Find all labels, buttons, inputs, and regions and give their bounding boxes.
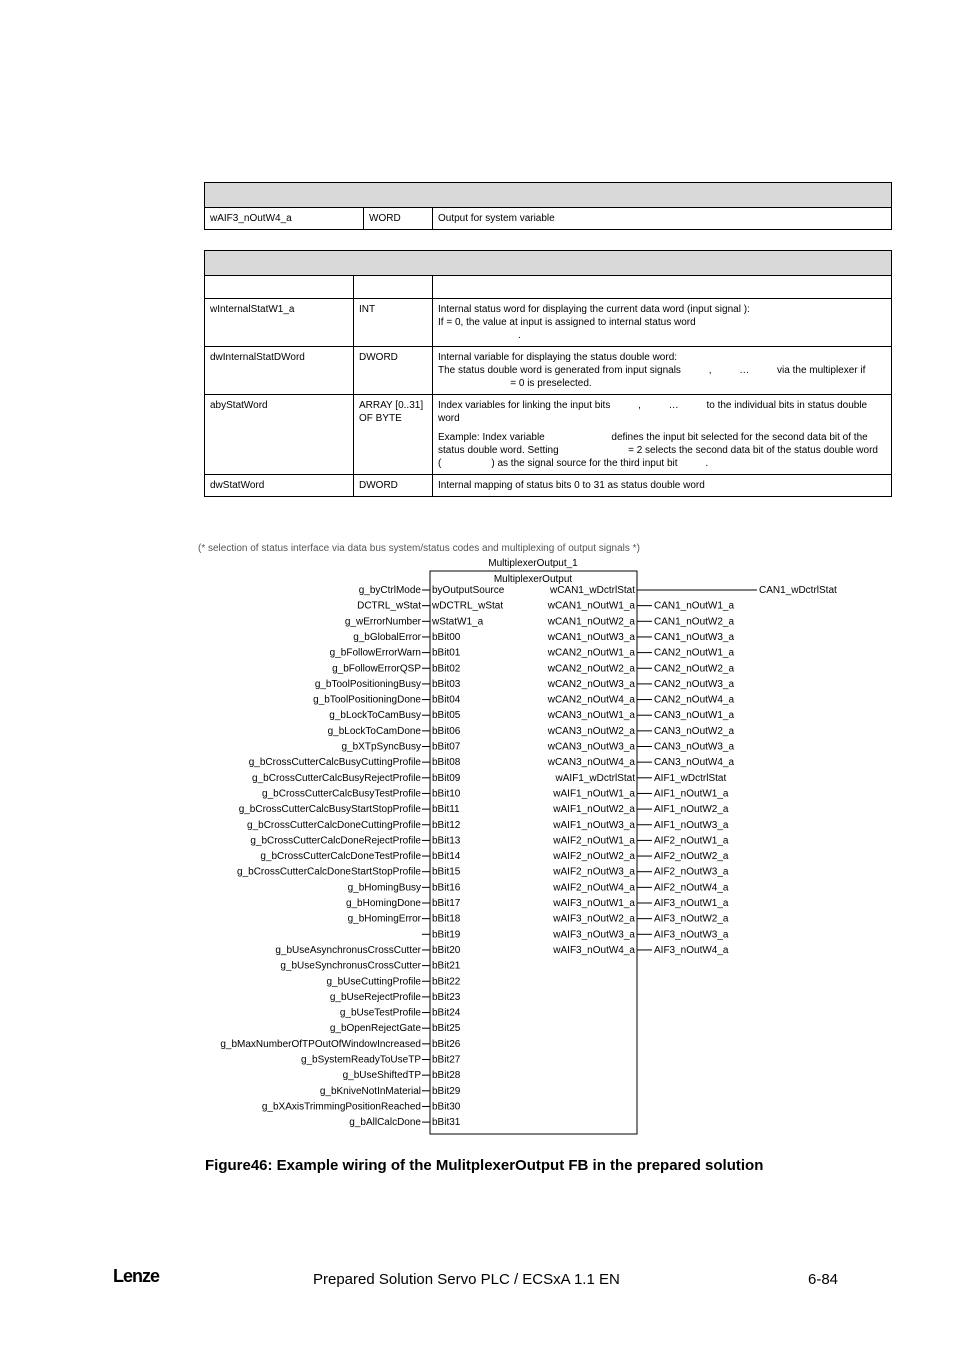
fb-wiring-diagram bbox=[190, 535, 870, 1145]
variable-description: Internal status word for displaying the current data word (input signal ): If = 0, the value at input is assigned to internal status word . bbox=[433, 299, 892, 347]
input-signal-label: g_bToolPositioningBusy bbox=[314, 678, 421, 690]
output-pin-label: wCAN2_nOutW2_a bbox=[547, 663, 635, 675]
output-pin-label: wAIF3_nOutW1_a bbox=[553, 898, 635, 909]
input-pin-label: bBit03 bbox=[432, 678, 461, 690]
page-number: 6-84 bbox=[808, 1271, 839, 1288]
variable-type: ARRAY [0..31] OF BYTE bbox=[354, 395, 433, 475]
output-signal-label: AIF1_nOutW1_a bbox=[654, 788, 729, 800]
fb-type-name: MultiplexerOutput bbox=[493, 574, 573, 585]
figure-caption: Figure46: Example wiring of the MulitplexerOutput FB in the prepared solution bbox=[205, 1157, 764, 1174]
input-pin-label: bBit21 bbox=[432, 960, 461, 972]
input-signal-label: g_bCrossCutterCalcDoneRejectProfile bbox=[250, 835, 421, 847]
output-signal-label: AIF1_wDctrlStat bbox=[654, 772, 727, 784]
input-signal-label: g_bCrossCutterCalcDoneCuttingProfile bbox=[247, 819, 421, 831]
input-pin-label: bBit28 bbox=[432, 1070, 461, 1082]
variable-description: Internal mapping of status bits 0 to 31 as status double word bbox=[433, 475, 892, 497]
variable-description: Index variables for linking the input bits , … to the individual bits in status double word Example: Index variable defines the input bit selected for the second data bit of the status double word. Setting = 2 selects the second data bit of the status double word ( ) as the signal source for the third input bit . bbox=[433, 395, 892, 475]
fb-instance-name: MultiplexerOutput_1 bbox=[488, 558, 578, 569]
input-pin-label: bBit22 bbox=[432, 976, 461, 988]
input-signal-label: g_bCrossCutterCalcBusyRejectProfile bbox=[252, 772, 421, 784]
input-signal-label: g_bCrossCutterCalcDoneStartStopProfile bbox=[237, 866, 421, 878]
output-signal-label: CAN2_nOutW4_a bbox=[654, 694, 735, 706]
input-pin-label: bBit07 bbox=[432, 741, 461, 753]
input-pin-label: bBit04 bbox=[432, 694, 461, 706]
variable-name: wAIF3_nOutW4_a bbox=[205, 208, 364, 230]
output-signal-label: CAN1_nOutW3_a bbox=[654, 631, 735, 643]
output-signal-label: CAN3_nOutW4_a bbox=[654, 757, 735, 769]
output-signal-label: AIF2_nOutW2_a bbox=[654, 851, 729, 863]
input-pin-label: bBit05 bbox=[432, 710, 461, 722]
output-pin-label: wCAN2_nOutW4_a bbox=[547, 694, 635, 706]
input-pin-label: bBit20 bbox=[432, 944, 461, 956]
output-signal-label: AIF1_nOutW3_a bbox=[654, 819, 729, 831]
variable-type: DWORD bbox=[354, 475, 433, 497]
input-pin-label: bBit24 bbox=[432, 1007, 461, 1019]
output-pin-label: wAIF2_nOutW2_a bbox=[553, 851, 635, 863]
input-signal-label: g_bHomingError bbox=[347, 913, 421, 925]
output-pin-label: wCAN1_nOutW3_a bbox=[547, 631, 635, 643]
table-row bbox=[205, 475, 892, 497]
output-pin-label: wAIF1_nOutW1_a bbox=[553, 788, 635, 800]
variable-name: dwInternalStatDWord bbox=[205, 347, 354, 395]
input-signal-label: g_bGlobalError bbox=[353, 631, 421, 643]
output-signal-label: CAN3_nOutW3_a bbox=[654, 741, 735, 753]
input-signal-label: DCTRL_wStat bbox=[357, 600, 421, 612]
output-pin-label: wCAN2_nOutW1_a bbox=[547, 647, 635, 659]
input-signal-label: g_bCrossCutterCalcBusyCuttingProfile bbox=[248, 757, 421, 769]
input-pin-label: bBit17 bbox=[432, 898, 461, 909]
input-pin-label: bBit18 bbox=[432, 913, 461, 925]
input-signal-label: g_bUseShiftedTP bbox=[342, 1070, 421, 1082]
output-signal-label: CAN1_nOutW1_a bbox=[654, 600, 735, 612]
variable-type: DWORD bbox=[354, 347, 433, 395]
output-signal-label: CAN2_nOutW2_a bbox=[654, 663, 735, 675]
input-signal-label: g_bKniveNotInMaterial bbox=[319, 1085, 421, 1097]
input-signal-label: g_bSystemReadyToUseTP bbox=[300, 1054, 421, 1066]
output-signal-label: CAN1_wDctrlStat bbox=[759, 585, 837, 596]
table-row bbox=[205, 395, 892, 475]
variable-name: wInternalStatW1_a bbox=[205, 299, 354, 347]
output-pin-label: wAIF2_nOutW4_a bbox=[553, 882, 635, 894]
output-signal-label: CAN2_nOutW3_a bbox=[654, 678, 735, 690]
input-pin-label: bBit01 bbox=[432, 647, 461, 659]
input-signal-label: g_bOpenRejectGate bbox=[329, 1023, 421, 1035]
fb-inputs bbox=[220, 585, 504, 1128]
input-pin-label: bBit13 bbox=[432, 835, 461, 847]
input-pin-label: bBit10 bbox=[432, 788, 461, 800]
diagram-comment: (* selection of status interface via data bus system/status codes and multiplexing of output signals *) bbox=[198, 543, 640, 554]
output-signal-label: AIF2_nOutW4_a bbox=[654, 882, 729, 894]
output-pin-label: wAIF3_nOutW4_a bbox=[553, 944, 635, 956]
output-pin-label: wAIF2_nOutW1_a bbox=[553, 835, 635, 847]
fb-outputs bbox=[547, 585, 837, 956]
input-pin-label: bBit00 bbox=[432, 631, 461, 643]
output-pin-label: wAIF1_nOutW3_a bbox=[553, 819, 635, 831]
input-signal-label: g_wErrorNumber bbox=[344, 616, 421, 628]
input-signal-label: g_bXAxisTrimmingPositionReached bbox=[261, 1101, 421, 1113]
table-row bbox=[205, 299, 892, 347]
input-signal-label: g_bUseTestProfile bbox=[339, 1007, 421, 1019]
input-pin-label: wDCTRL_wStat bbox=[432, 600, 504, 612]
table-header bbox=[205, 183, 892, 208]
variable-type: WORD bbox=[364, 208, 433, 230]
input-pin-label: bBit23 bbox=[432, 991, 461, 1003]
input-pin-label: bBit06 bbox=[432, 725, 461, 737]
input-pin-label: bBit29 bbox=[432, 1085, 461, 1097]
output-signal-label: CAN1_nOutW2_a bbox=[654, 616, 735, 628]
input-pin-label: wStatW1_a bbox=[432, 616, 484, 628]
input-signal-label: g_bFollowErrorQSP bbox=[332, 663, 421, 675]
input-signal-label: g_bUseSynchronusCrossCutter bbox=[280, 960, 421, 972]
variable-name: abyStatWord bbox=[205, 395, 354, 475]
input-signal-label: g_bHomingDone bbox=[345, 898, 421, 909]
output-signal-label: CAN3_nOutW1_a bbox=[654, 710, 735, 722]
input-pin-label: bBit30 bbox=[432, 1101, 461, 1113]
table-row bbox=[205, 347, 892, 395]
output-pin-label: wAIF1_nOutW2_a bbox=[553, 804, 635, 816]
output-pin-label: wCAN3_nOutW1_a bbox=[547, 710, 635, 722]
output-signal-label: AIF3_nOutW1_a bbox=[654, 898, 729, 909]
input-signal-label: g_bXTpSyncBusy bbox=[341, 741, 421, 753]
variable-description: Internal variable for displaying the status double word: The status double word is generated from input signals , … via the multiplexer if = 0 is preselected. bbox=[433, 347, 892, 395]
output-signal-label: AIF1_nOutW2_a bbox=[654, 804, 729, 816]
input-pin-label: bBit08 bbox=[432, 757, 461, 769]
variable-type: INT bbox=[354, 299, 433, 347]
footer-title: Prepared Solution Servo PLC / ECSxA 1.1 EN bbox=[313, 1271, 620, 1288]
input-pin-label: byOutputSource bbox=[432, 585, 505, 596]
variable-description: Output for system variable bbox=[433, 208, 892, 230]
input-signal-label: g_bUseAsynchronusCrossCutter bbox=[275, 944, 421, 956]
input-pin-label: bBit09 bbox=[432, 772, 461, 784]
output-pin-label: wCAN1_wDctrlStat bbox=[549, 585, 635, 596]
input-signal-label: g_bFollowErrorWarn bbox=[329, 647, 421, 659]
input-pin-label: bBit14 bbox=[432, 851, 461, 863]
input-pin-label: bBit26 bbox=[432, 1038, 461, 1050]
output-signal-label: CAN3_nOutW2_a bbox=[654, 725, 735, 737]
input-pin-label: bBit27 bbox=[432, 1054, 461, 1066]
input-signal-label: g_bCrossCutterCalcBusyTestProfile bbox=[262, 788, 421, 800]
input-signal-label: g_bLockToCamBusy bbox=[329, 710, 421, 722]
input-pin-label: bBit19 bbox=[432, 929, 461, 941]
input-signal-label: g_bMaxNumberOfTPOutOfWindowIncreased bbox=[220, 1038, 421, 1050]
lenze-logo: Lenze bbox=[113, 1266, 160, 1286]
output-pin-label: wCAN3_nOutW2_a bbox=[547, 725, 635, 737]
output-pin-label: wCAN2_nOutW3_a bbox=[547, 678, 635, 690]
input-pin-label: bBit12 bbox=[432, 819, 461, 831]
internal-variables-table bbox=[204, 250, 892, 497]
input-pin-label: bBit16 bbox=[432, 882, 461, 894]
output-pin-label: wCAN1_nOutW2_a bbox=[547, 616, 635, 628]
table-row-empty bbox=[205, 276, 892, 299]
input-pin-label: bBit11 bbox=[432, 804, 460, 816]
output-signal-label: AIF2_nOutW3_a bbox=[654, 866, 729, 878]
output-pin-label: wCAN1_nOutW1_a bbox=[547, 600, 635, 612]
input-pin-label: bBit25 bbox=[432, 1023, 461, 1035]
input-signal-label: g_byCtrlMode bbox=[358, 585, 421, 596]
input-signal-label: g_bToolPositioningDone bbox=[313, 694, 421, 706]
input-signal-label: g_bCrossCutterCalcBusyStartStopProfile bbox=[238, 804, 421, 816]
input-signal-label: g_bCrossCutterCalcDoneTestProfile bbox=[260, 851, 421, 863]
input-pin-label: bBit31 bbox=[432, 1117, 461, 1129]
input-pin-label: bBit02 bbox=[432, 663, 461, 675]
output-pin-label: wAIF3_nOutW2_a bbox=[553, 913, 635, 925]
input-signal-label: g_bLockToCamDone bbox=[327, 725, 421, 737]
input-signal-label: g_bAllCalcDone bbox=[349, 1117, 421, 1129]
output-pin-label: wCAN3_nOutW3_a bbox=[547, 741, 635, 753]
output-signal-label: AIF2_nOutW1_a bbox=[654, 835, 729, 847]
table-header bbox=[205, 251, 892, 276]
variable-name: dwStatWord bbox=[205, 475, 354, 497]
input-signal-label: g_bUseCuttingProfile bbox=[326, 976, 421, 988]
output-pin-label: wAIF2_nOutW3_a bbox=[553, 866, 635, 878]
output-pin-label: wCAN3_nOutW4_a bbox=[547, 757, 635, 769]
output-signal-label: AIF3_nOutW4_a bbox=[654, 944, 729, 956]
output-signal-label: AIF3_nOutW3_a bbox=[654, 929, 729, 941]
input-pin-label: bBit15 bbox=[432, 866, 461, 878]
output-signal-label: CAN2_nOutW1_a bbox=[654, 647, 735, 659]
output-pin-label: wAIF1_wDctrlStat bbox=[555, 772, 635, 784]
table-row bbox=[205, 208, 892, 230]
input-signal-label: g_bHomingBusy bbox=[347, 882, 421, 894]
output-signal-label: AIF3_nOutW2_a bbox=[654, 913, 729, 925]
output-variables-table bbox=[204, 182, 892, 230]
input-signal-label: g_bUseRejectProfile bbox=[329, 991, 421, 1003]
output-pin-label: wAIF3_nOutW3_a bbox=[553, 929, 635, 941]
